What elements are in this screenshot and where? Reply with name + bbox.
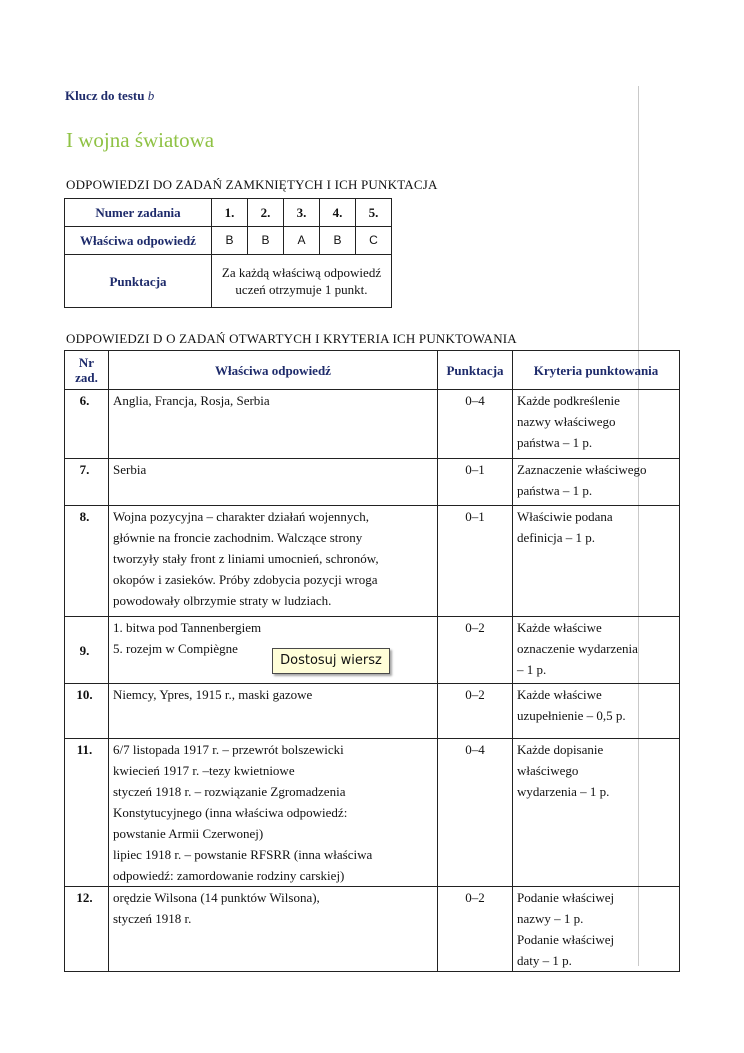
answer-line: powodowały olbrzymie straty w ludziach. (113, 593, 332, 608)
header-answer: Właściwa odpowiedź (109, 351, 438, 390)
open-answers-body (65, 390, 680, 972)
page-title: I wojna światowa (66, 128, 215, 152)
answer-cell: B (248, 227, 284, 255)
answer-line: Konstytucyjnego (inna właściwa odpowiedź: (113, 805, 348, 820)
task-number: 4. (320, 199, 356, 227)
task-number: 3. (284, 199, 320, 227)
answer-cell (109, 739, 438, 887)
row-number: 12. (65, 887, 109, 972)
table-row (65, 459, 680, 506)
points-cell: 0–4 (438, 390, 513, 459)
row-number: 8. (65, 506, 109, 617)
points-cell: 0–4 (438, 739, 513, 887)
table-row (65, 887, 680, 972)
table-row (65, 739, 680, 887)
criteria-cell (513, 506, 680, 617)
task-number: 5. (356, 199, 392, 227)
test-key-header (65, 88, 154, 104)
answer-cell (109, 390, 438, 459)
criteria-line: państwa – 1 p. (517, 483, 593, 498)
answer-line: okopów i zasieków. Próby zdobycia pozycji wroga (113, 572, 378, 587)
points-cell: 0–2 (438, 684, 513, 739)
answer-line: powstanie Armii Czerwonej) (113, 826, 264, 841)
criteria-line: oznaczenie wydarzenia (517, 641, 638, 656)
answer-line: głównie na froncie zachodnim. Walczące strony (113, 530, 363, 545)
points-cell: 0–1 (438, 459, 513, 506)
criteria-line: Każde dopisanie (517, 742, 604, 757)
criteria-cell (513, 739, 680, 887)
table-row (65, 506, 680, 617)
points-cell: 0–2 (438, 887, 513, 972)
answer-cell (109, 459, 438, 506)
header-nr: Nr zad. (65, 351, 109, 390)
header-criteria: Kryteria punktowania (513, 351, 680, 390)
criteria-line: Podanie właściwej (517, 890, 615, 905)
criteria-cell (513, 459, 680, 506)
header-points: Punktacja (438, 351, 513, 390)
answer-line: kwiecień 1917 r. –tezy kwietniowe (113, 763, 295, 778)
answer-line: orędzie Wilsona (14 punktów Wilsona), (113, 890, 320, 905)
section-closed-heading: ODPOWIEDZI DO ZADAŃ ZAMKNIĘTYCH I ICH PUNKTACJA (66, 177, 438, 192)
criteria-line: – 1 p. (517, 662, 547, 677)
table-row (65, 255, 392, 308)
table-row (65, 227, 392, 255)
task-number: 1. (212, 199, 248, 227)
row-label-points: Punktacja (65, 255, 212, 308)
answer-cell: A (284, 227, 320, 255)
criteria-cell (513, 887, 680, 972)
answer-cell: C (356, 227, 392, 255)
points-cell: 0–2 (438, 617, 513, 684)
answer-line: Wojna pozycyjna – charakter działań wojennych, (113, 509, 369, 524)
answer-line: tworzyły stały front z liniami umocnień, schronów, (113, 551, 379, 566)
test-key-label: Klucz do testu (65, 88, 148, 103)
criteria-line: Każde właściwe (517, 687, 602, 702)
answer-line: Niemcy, Ypres, 1915 r., maski gazowe (113, 687, 313, 702)
table-row (65, 684, 680, 739)
answer-line: 6/7 listopada 1917 r. – przewrót bolszewicki (113, 742, 344, 757)
answer-line: styczeń 1918 r. (113, 911, 192, 926)
closed-answers-table (64, 198, 392, 308)
answer-line: odpowiedź: zamordowanie rodziny carskiej) (113, 868, 345, 883)
criteria-line: uzupełnienie – 0,5 p. (517, 708, 626, 723)
points-note: Za każdą właściwą odpowiedź uczeń otrzymuje 1 punkt. (212, 255, 392, 308)
task-number: 2. (248, 199, 284, 227)
row-number: 10. (65, 684, 109, 739)
answer-cell (109, 684, 438, 739)
criteria-line: Każde podkreślenie (517, 393, 620, 408)
criteria-line: właściwego (517, 763, 579, 778)
criteria-line: wydarzenia – 1 p. (517, 784, 610, 799)
row-number: 7. (65, 459, 109, 506)
answer-cell (109, 506, 438, 617)
adjust-row-tooltip: Dostosuj wiersz (272, 648, 390, 674)
answer-cell: B (320, 227, 356, 255)
criteria-line: państwa – 1 p. (517, 435, 593, 450)
row-number: 9. (65, 617, 109, 684)
criteria-cell (513, 617, 680, 684)
table-row (65, 199, 392, 227)
test-variant: b (147, 88, 155, 103)
criteria-cell (513, 390, 680, 459)
criteria-cell (513, 684, 680, 739)
criteria-line: Zaznaczenie właściwego (517, 462, 647, 477)
criteria-line: Podanie właściwej (517, 932, 615, 947)
answer-cell: B (212, 227, 248, 255)
row-number: 11. (65, 739, 109, 887)
criteria-line: Każde właściwe (517, 620, 602, 635)
criteria-line: definicja – 1 p. (517, 530, 595, 545)
row-number: 6. (65, 390, 109, 459)
answer-line: lipiec 1918 r. – powstanie RFSRR (inna właściwa (113, 847, 373, 862)
section-open-heading: ODPOWIEDZI D O ZADAŃ OTWARTYCH I KRYTERIA ICH PUNKTOWANIA (66, 331, 517, 346)
criteria-line: nazwy właściwego (517, 414, 616, 429)
table-header-row (65, 351, 680, 390)
answer-line: 5. rozejm w Compiègne (113, 641, 238, 656)
answer-line: Anglia, Francja, Rosja, Serbia (113, 393, 270, 408)
criteria-line: nazwy – 1 p. (517, 911, 584, 926)
points-cell: 0–1 (438, 506, 513, 617)
answer-cell (109, 887, 438, 972)
answer-line: styczeń 1918 r. – rozwiązanie Zgromadzenia (113, 784, 346, 799)
answer-line: Serbia (113, 462, 147, 477)
criteria-line: daty – 1 p. (517, 953, 572, 968)
table-row (65, 390, 680, 459)
row-label-number: Numer zadania (65, 199, 212, 227)
row-label-answer: Właściwa odpowiedź (65, 227, 212, 255)
criteria-line: Właściwie podana (517, 509, 613, 524)
answer-line: 1. bitwa pod Tannenbergiem (113, 620, 262, 635)
